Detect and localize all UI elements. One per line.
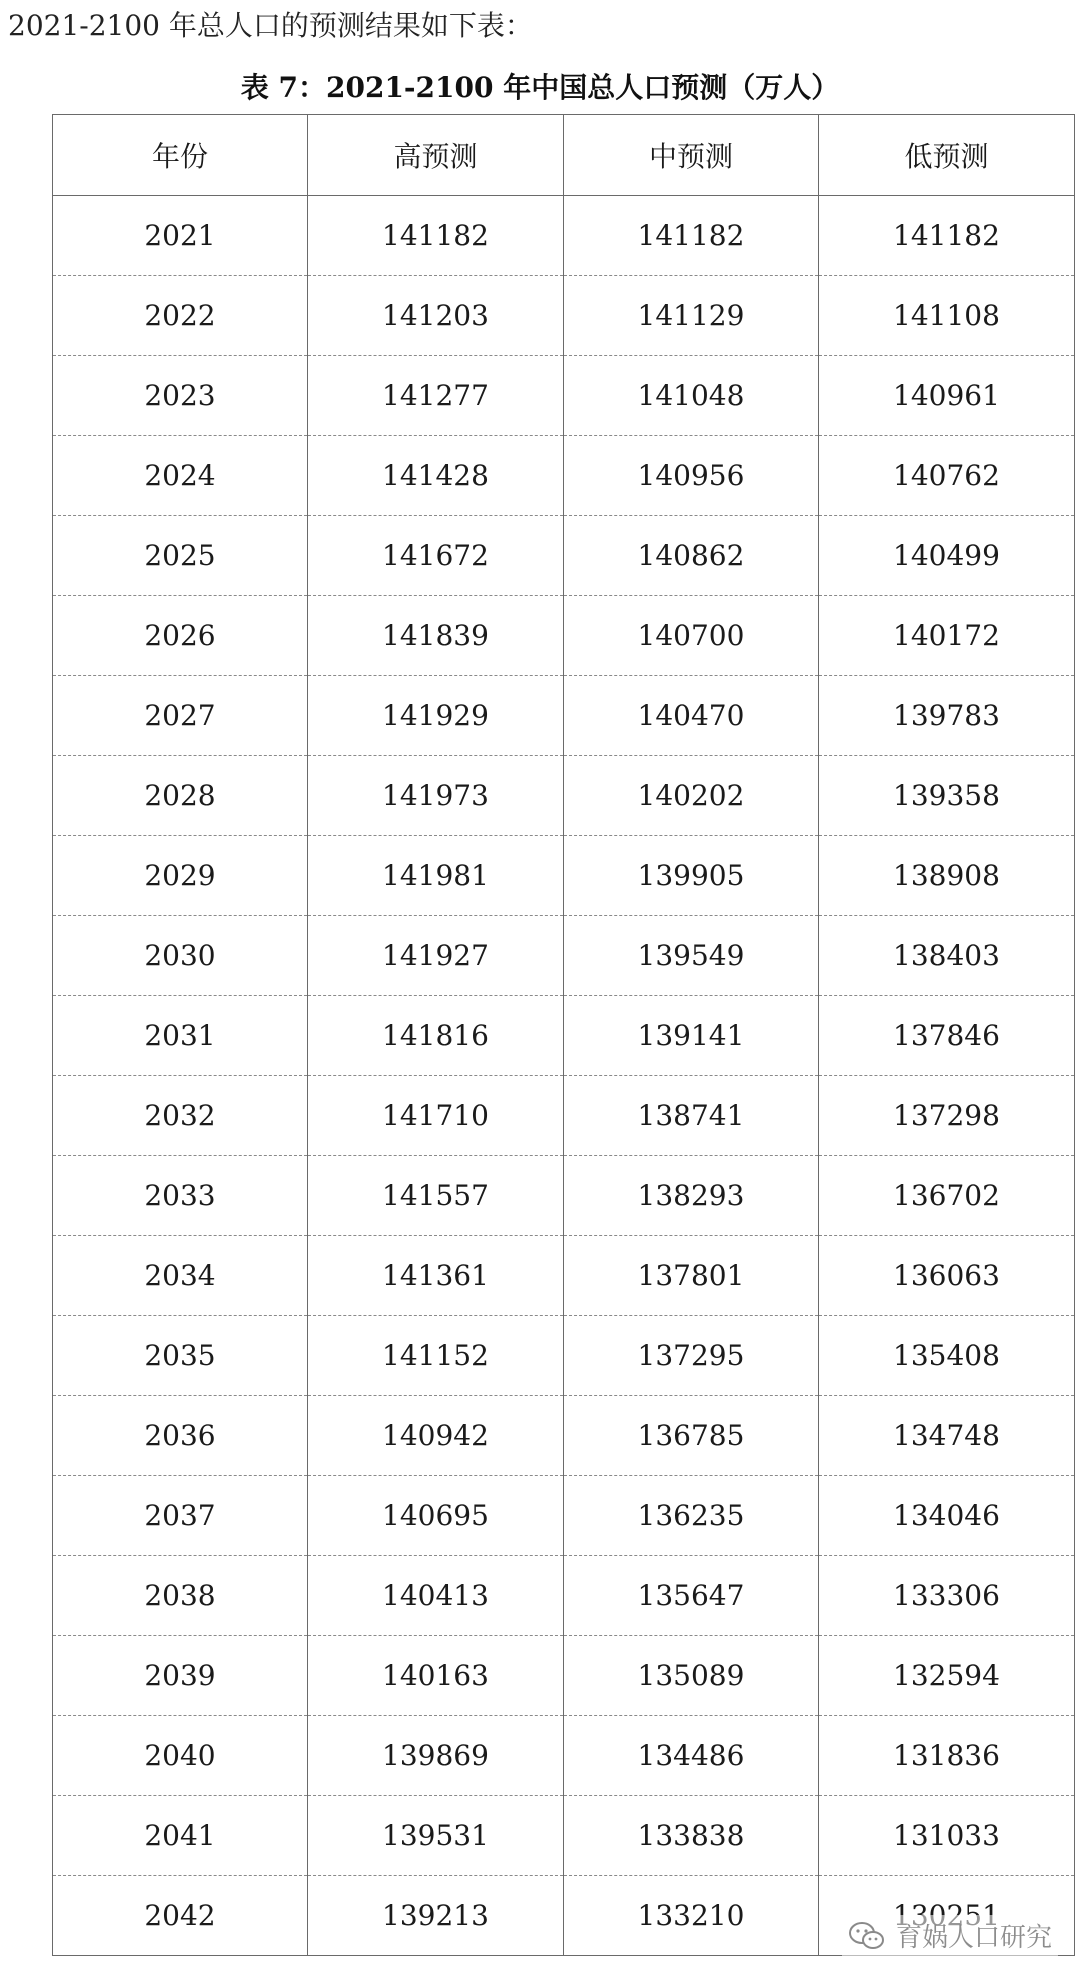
- cell-high: 141710: [308, 1076, 564, 1156]
- cell-high: 140695: [308, 1476, 564, 1556]
- cell-medium: 140862: [564, 516, 819, 596]
- header-year: 年份: [53, 115, 308, 196]
- cell-low: 137846: [819, 996, 1075, 1076]
- cell-year: 2038: [53, 1556, 308, 1636]
- table-row: [53, 1316, 1075, 1396]
- cell-year: 2030: [53, 916, 308, 996]
- cell-low: 139358: [819, 756, 1075, 836]
- cell-high: 140163: [308, 1636, 564, 1716]
- table-header-row: [53, 115, 1075, 196]
- cell-high: 141361: [308, 1236, 564, 1316]
- cell-year: 2035: [53, 1316, 308, 1396]
- cell-low: 133306: [819, 1556, 1075, 1636]
- cell-year: 2034: [53, 1236, 308, 1316]
- cell-medium: 135089: [564, 1636, 819, 1716]
- wechat-icon: [848, 1921, 886, 1951]
- header-medium-forecast: 中预测: [564, 115, 819, 196]
- cell-medium: 140956: [564, 436, 819, 516]
- cell-low: 134748: [819, 1396, 1075, 1476]
- table-row: [53, 1236, 1075, 1316]
- table-row: [53, 516, 1075, 596]
- cell-low: 140961: [819, 356, 1075, 436]
- cell-medium: 134486: [564, 1716, 819, 1796]
- cell-low: 140499: [819, 516, 1075, 596]
- header-high-forecast: 高预测: [308, 115, 564, 196]
- cell-medium: 139905: [564, 836, 819, 916]
- cell-high: 141927: [308, 916, 564, 996]
- cell-medium: 133838: [564, 1796, 819, 1876]
- cell-high: 141816: [308, 996, 564, 1076]
- cell-low: 135408: [819, 1316, 1075, 1396]
- table-row: [53, 1796, 1075, 1876]
- cell-high: 139869: [308, 1716, 564, 1796]
- cell-year: 2026: [53, 596, 308, 676]
- table-caption: 表 7：2021-2100 年中国总人口预测（万人）: [240, 71, 840, 104]
- cell-year: 2037: [53, 1476, 308, 1556]
- intro-text: 2021-2100 年总人口的预测结果如下表：: [8, 9, 533, 42]
- cell-low: 136702: [819, 1156, 1075, 1236]
- cell-year: 2029: [53, 836, 308, 916]
- cell-high: 141973: [308, 756, 564, 836]
- cell-medium: 133210: [564, 1876, 819, 1956]
- cell-high: 141203: [308, 276, 564, 356]
- table-row: [53, 1076, 1075, 1156]
- cell-year: 2036: [53, 1396, 308, 1476]
- cell-year: 2024: [53, 436, 308, 516]
- cell-low: 138908: [819, 836, 1075, 916]
- cell-year: 2027: [53, 676, 308, 756]
- cell-year: 2041: [53, 1796, 308, 1876]
- cell-medium: 137801: [564, 1236, 819, 1316]
- cell-medium: 140202: [564, 756, 819, 836]
- table-row: [53, 756, 1075, 836]
- table-row: [53, 276, 1075, 356]
- cell-year: 2031: [53, 996, 308, 1076]
- cell-low: 140172: [819, 596, 1075, 676]
- cell-year: 2022: [53, 276, 308, 356]
- table-row: [53, 676, 1075, 756]
- cell-low: 141108: [819, 276, 1075, 356]
- cell-year: 2040: [53, 1716, 308, 1796]
- cell-low: 140762: [819, 436, 1075, 516]
- table-row: [53, 356, 1075, 436]
- cell-year: 2039: [53, 1636, 308, 1716]
- watermark-text: 育娲人口研究: [895, 1923, 1052, 1953]
- cell-year: 2033: [53, 1156, 308, 1236]
- cell-year: 2032: [53, 1076, 308, 1156]
- header-low-forecast: 低预测: [819, 115, 1075, 196]
- table-row: [53, 1636, 1075, 1716]
- cell-low: 141182: [819, 196, 1075, 276]
- cell-low: 134046: [819, 1476, 1075, 1556]
- cell-high: 141182: [308, 196, 564, 276]
- cell-medium: 137295: [564, 1316, 819, 1396]
- cell-medium: 139141: [564, 996, 819, 1076]
- cell-high: 141428: [308, 436, 564, 516]
- cell-medium: 139549: [564, 916, 819, 996]
- table-row: [53, 1156, 1075, 1236]
- cell-high: 139531: [308, 1796, 564, 1876]
- table-row: [53, 836, 1075, 916]
- cell-medium: 141129: [564, 276, 819, 356]
- cell-low: 132594: [819, 1636, 1075, 1716]
- table-row: [53, 996, 1075, 1076]
- watermark: [842, 1915, 1058, 1956]
- cell-medium: 141182: [564, 196, 819, 276]
- cell-medium: 135647: [564, 1556, 819, 1636]
- cell-year: 2023: [53, 356, 308, 436]
- cell-high: 141981: [308, 836, 564, 916]
- cell-low: 139783: [819, 676, 1075, 756]
- table-row: [53, 1396, 1075, 1476]
- cell-year: 2028: [53, 756, 308, 836]
- cell-high: 140942: [308, 1396, 564, 1476]
- cell-low: 136063: [819, 1236, 1075, 1316]
- cell-medium: 136785: [564, 1396, 819, 1476]
- table-row: [53, 916, 1075, 996]
- table-body: [53, 196, 1075, 1956]
- cell-medium: 138293: [564, 1156, 819, 1236]
- cell-high: 141557: [308, 1156, 564, 1236]
- cell-year: 2042: [53, 1876, 308, 1956]
- population-forecast-table: [52, 114, 1075, 1956]
- cell-medium: 140700: [564, 596, 819, 676]
- cell-high: 141152: [308, 1316, 564, 1396]
- cell-low: 131033: [819, 1796, 1075, 1876]
- cell-high: 140413: [308, 1556, 564, 1636]
- cell-year: 2025: [53, 516, 308, 596]
- cell-high: 141929: [308, 676, 564, 756]
- cell-low: 131836: [819, 1716, 1075, 1796]
- cell-medium: 138741: [564, 1076, 819, 1156]
- table-row: [53, 1556, 1075, 1636]
- table-row: [53, 1716, 1075, 1796]
- table-row: [53, 596, 1075, 676]
- table-row: [53, 436, 1075, 516]
- cell-year: 2021: [53, 196, 308, 276]
- cell-low: 137298: [819, 1076, 1075, 1156]
- cell-medium: 141048: [564, 356, 819, 436]
- cell-low: 138403: [819, 916, 1075, 996]
- cell-medium: 140470: [564, 676, 819, 756]
- cell-medium: 136235: [564, 1476, 819, 1556]
- table-row: [53, 196, 1075, 276]
- cell-high: 139213: [308, 1876, 564, 1956]
- cell-high: 141277: [308, 356, 564, 436]
- cell-high: 141672: [308, 516, 564, 596]
- cell-high: 141839: [308, 596, 564, 676]
- table-row: [53, 1476, 1075, 1556]
